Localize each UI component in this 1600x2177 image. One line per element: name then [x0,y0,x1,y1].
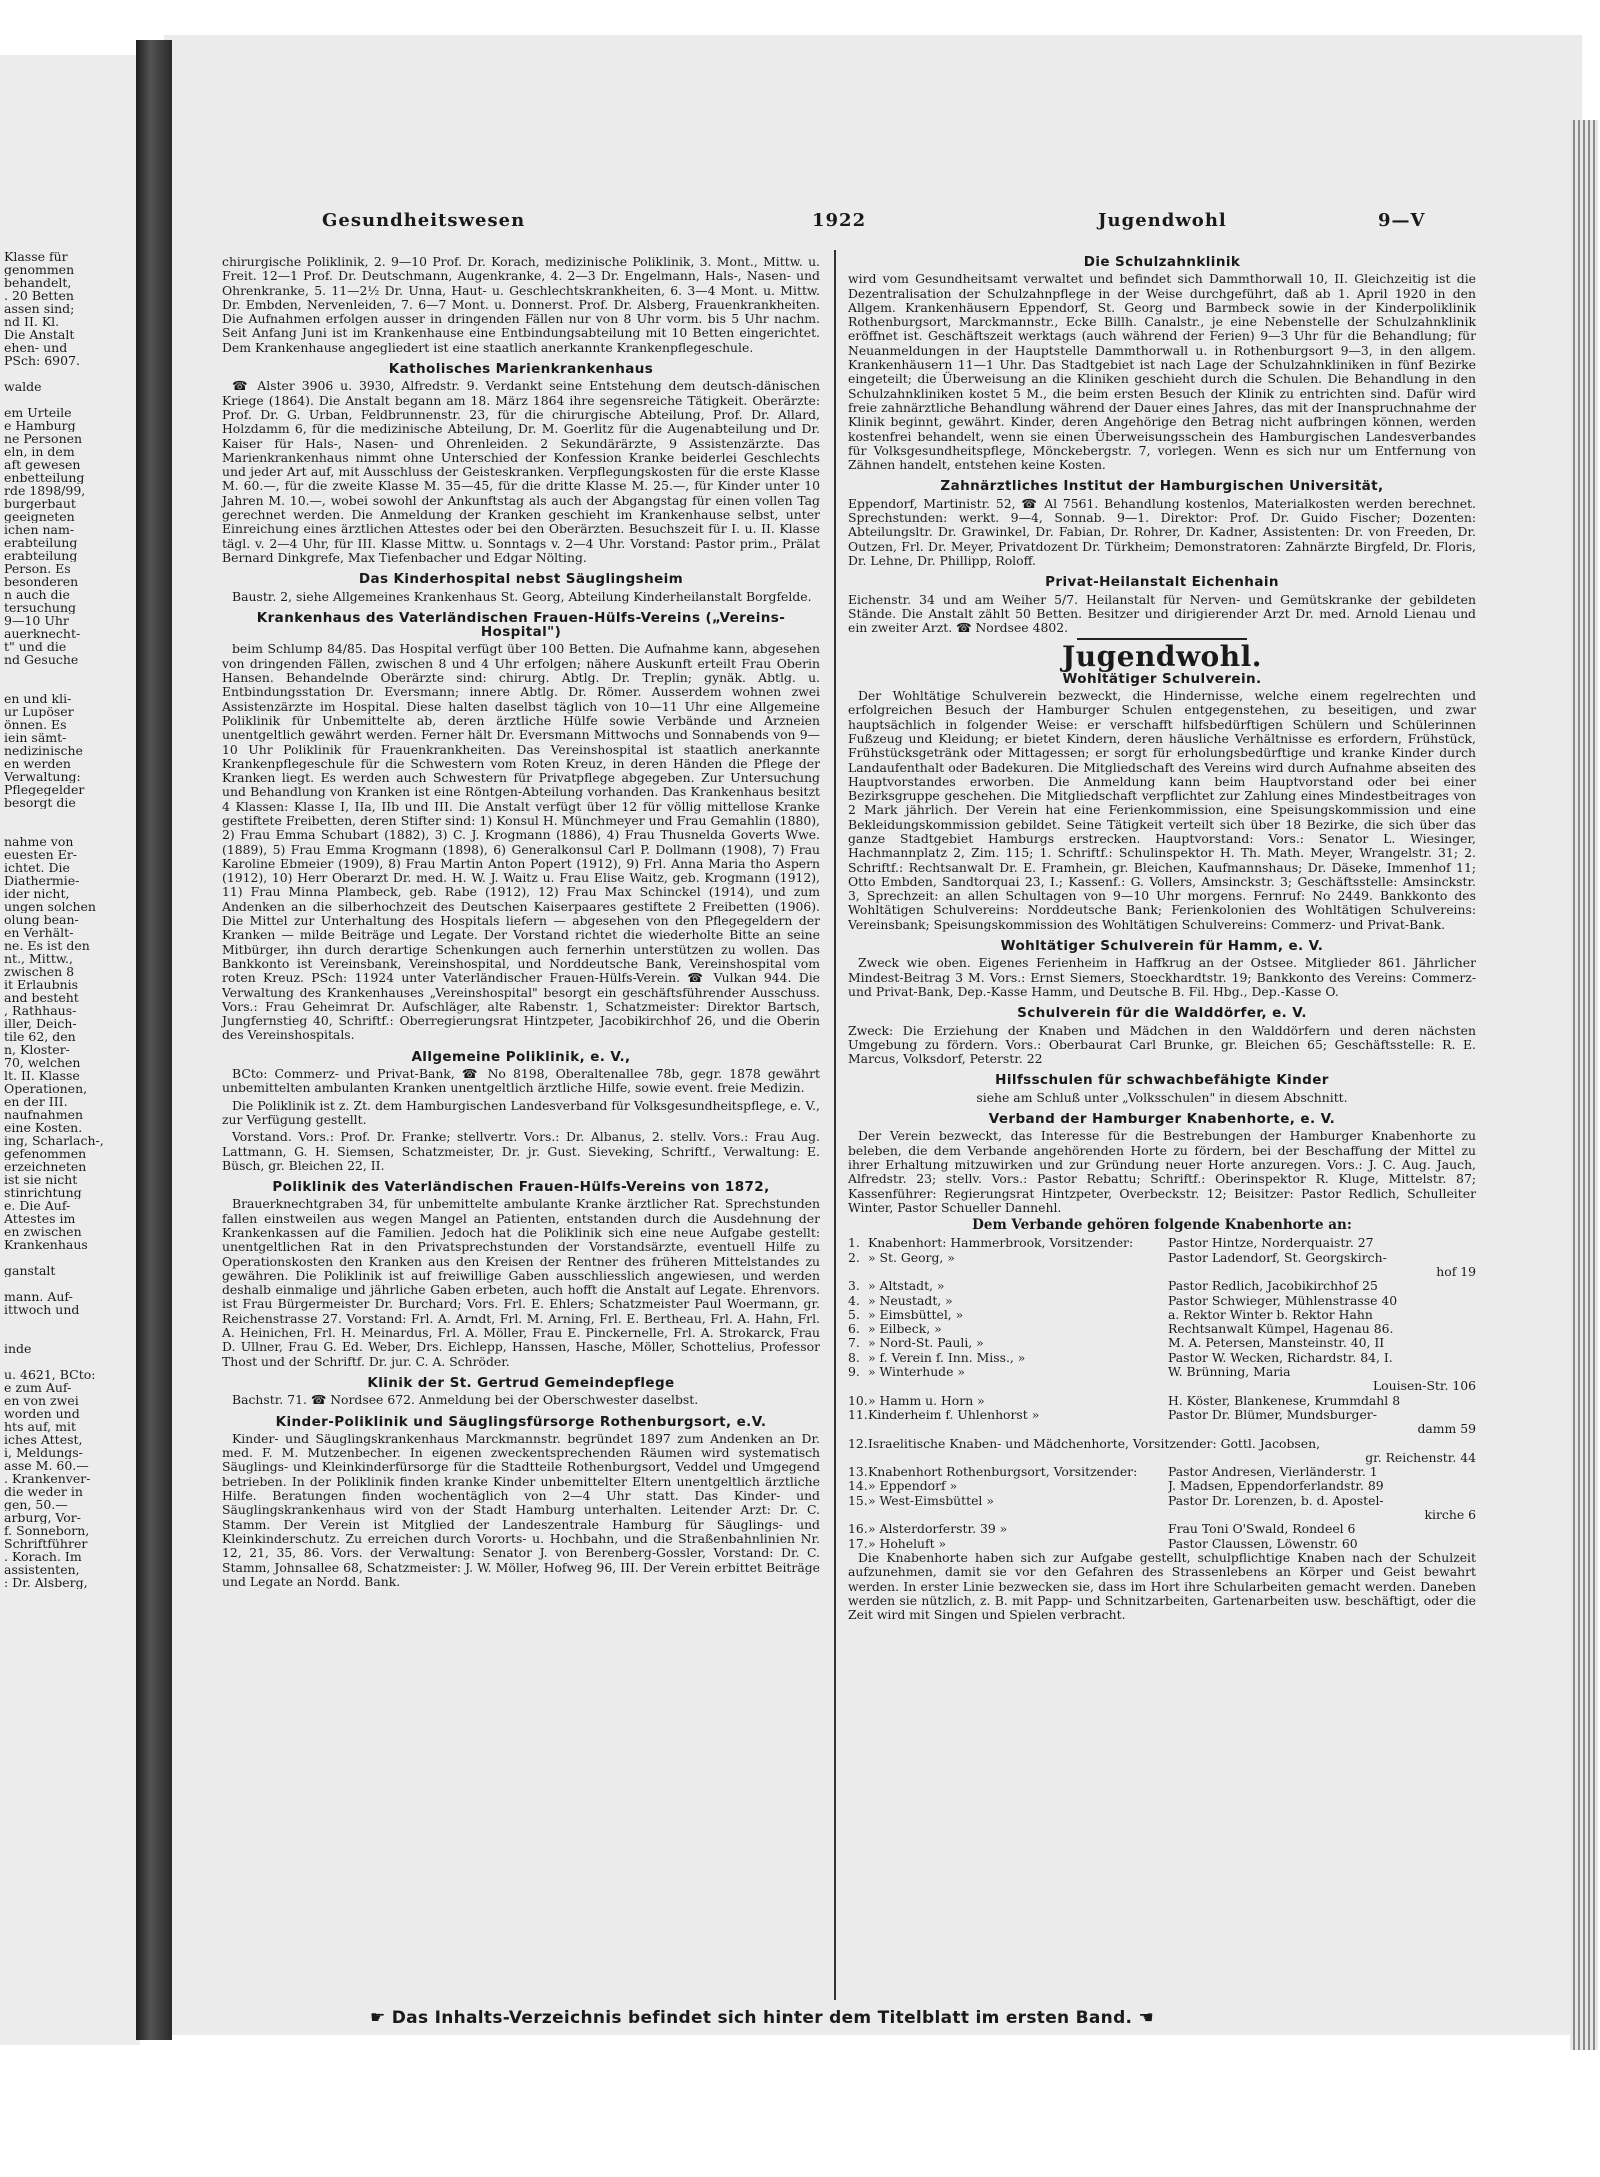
left-fragment-line [4,1316,134,1329]
left-fragment-line: nd Gesuche [4,653,79,666]
left-fragment-line: ne Personen [4,432,83,445]
list-contact: W. Brünning, Maria [1168,1365,1291,1380]
left-fragment-line: burgerbaut [4,497,76,510]
list-number: 9. [848,1364,860,1380]
section-title: Schulverein für die Walddörfer, e. V. [1017,1005,1307,1022]
list-contact: a. Rektor Winter b. Rektor Hahn [1168,1307,1373,1322]
list-number: 5. [848,1306,860,1322]
section-text: Bachstr. 71. ☎ Nordsee 672. Anmeldung bei der Oberschwester daselbst. [232,1392,699,1408]
left-fragment-line: arburg, Vor- [4,1511,82,1524]
left-fragment-line: inde [4,1342,32,1355]
left-fragment-line: e zum Auf- [4,1381,72,1394]
section-title: Wohltätiger Schulverein für Hamm, e. V. [1000,938,1324,955]
left-fragment-line: ganstalt [4,1264,56,1277]
left-fragment-line: zwischen 8 [4,965,75,978]
left-fragment-line: ne. Es ist den [4,939,90,952]
left-fragment-line: e Hamburg [4,419,76,432]
left-fragment-line: tile 62, den [4,1030,76,1043]
left-fragment-line: iller, Deich- [4,1017,77,1030]
section-text: Eichenstr. 34 und am Weiher 5/7. Heilanstalt für Nerven- und Gemütskranke der gebildeten Stände. Die Anstalt zählt 50 Betten. Besitzer und dirigierender Arzt Dr. med. Arnold Lienau und ein zweiter Arzt. ☎ Nordsee 4802. [848,591,1476,636]
list-number: 14. [848,1478,868,1494]
running-head-year: 1922 [812,210,867,231]
left-fragment-line: . 20 Betten [4,289,74,302]
left-fragment-line: stinrichtung [4,1186,82,1199]
list-item [848,1322,1476,1336]
list-number: 13. [848,1464,868,1480]
running-head-left: Gesundheitswesen [322,210,526,231]
intro-paragraph: chirurgische Poliklinik, 2. 9—10 Prof. Dr. Korach, medizinische Poliklinik, 3. Mont., Mittw. u. Freit. 12—1 Prof. Dr. Deutschmann, Augenkranke, 4. 2—3 Dr. Engelmann, Hals-, Nasen- und Ohrenkranke, 5. 11—2½ Dr. Unna, Haut- u. Geschlechtskrankheiten, 6. 3—4 Mont. u. Mittw. Dr. Embden, Nervenleiden, 7. 6—7 Mont. u. Donnerst. Prof. Dr. Alsberg, Frauenkrankheiten. Die Aufnahmen erfolgen ausser in dringenden Fällen nur von 8 Uhr vorm. bis 5 Uhr nachm. Seit Anfang Juni ist im Krankenhause eine Entbindungsabteilung mit 10 Betten eingerichtet. Dem Krankenhause angegliedert ist eine staatlich anerkannte Krankenpflegeschule. [222,254,820,355]
section-title: Hilfsschulen für schwachbefähigte Kinder [995,1072,1329,1089]
left-page-text [4,250,134,1589]
left-fragment-line: n, Kloster- [4,1043,70,1056]
list-item [848,1294,1476,1308]
left-fragment-line: ur Lupöser [4,705,74,718]
list-contact: Pastor Hintze, Norderquaistr. 27 [1168,1236,1374,1251]
left-fragment-line: i, Meldungs- [4,1446,83,1459]
left-fragment-line: ist sie nicht [4,1173,78,1186]
column-right [848,255,1476,1625]
list-item [848,1394,1476,1408]
section-title: Poliklinik des Vaterländischen Frauen-Hülfs-Vereins von 1872, [272,1179,770,1196]
section-title: Kinder-Poliklinik und Säuglingsfürsorge Rothenburgsort, e.V. [275,1413,767,1430]
list-number: 1. [848,1235,860,1251]
left-fragment-line: Diathermie- [4,874,80,887]
left-fragment-line: mann. Auf- [4,1290,73,1303]
list-item [848,1494,1476,1508]
list-continuation: damm 59 [1417,1421,1476,1437]
closing-paragraph: Die Knabenhorte haben sich zur Aufgabe gestellt, schulpflichtige Knaben nach der Schulzeit aufzunehmen, damit sie vor den Gefahren des Strassenlebens an Körper und Geist bewahrt werden. In erster Linie bezwecken sie, dass im Hort ihre Schularbeiten gemacht werden. Daneben werden sie nützlich, z. B. mit Papp- und Schnitzarbeiten, Gartenarbeiten usw. beschäftigt, oder die Zeit wird mit Singen und Spielen verbracht. [848,1549,1476,1623]
left-fragment-line: Attestes im [4,1212,76,1225]
left-fragment-line: gen, 50.— [4,1498,68,1511]
section-text: beim Schlump 84/85. Das Hospital verfügt über 100 Betten. Die Aufnahme kann, abgesehen von dringenden Fällen, zwischen 8 und 4 Uhr erfolgen; nähere Auskunft erteilt Frau Oberin Hansen. Behandelnde Oberärzte sind: chirurg. Abtlg. Dr. Treplin; gynäk. Abtlg. u. Entbindungsstation Dr. Eversmann; innere Abtlg. Dr. Römer. Ausserdem wohnen zwei Assistenzärzte im Hospital. Diese halten daselbst täglich von 10—11 Uhr eine Allgemeine Poliklinik für Unbemittelte ab, deren ärztliche Hülfe sowie Verbände und Arzneien unentgeltlich gewährt werden. Ferner hält Dr. Eversmann Mittwochs und Sonnabends von 9—10 Uhr Poliklinik für Frauenkrankheiten. Das Vereinshospital ist staatlich anerkannte Krankenpflegeschule für die Schwestern vom Roten Kreuz, in deren Händen die Pflege der Kranken liegt. Es werden auch Schwestern für Privatpflege abgegeben. Zur Untersuchung und Behandlung von Kranken ist eine Röntgen-Abteilung vorhanden. Das Krankenhaus besitzt 4 Klassen: Klasse I, IIa, IIb und III. Die Anstalt verfügt über 12 für völlig mittellose Kranke gestiftete Freibetten, deren Stifter sind: 1) Konsul H. Münchmeyer und Frau Gemahlin (1880), 2) Frau Emma Schubart (1882), 3) C. J. Krogmann (1886), 4) Frau Thusnelda Goverts Wwe. (1889), 5) Frau Emma Krogmann (1898), 6) Generalkonsul Carl P. Dollmann (1908), 7) Frau Karoline Ebmeier (1909), 8) Frau Martin Anton Popert (1912), 9) Frl. Anna Maria tho Aspern (1912), 10) Herr Oberarzt Dr. med. H. W. J. Waitz u. Frau Elise Waitz, geb. Krogmann (1912), 11) Frau Minna Plambeck, geb. Rabe (1912), 12) Frau Max Schinckel (1914), und zum Andenken an die silberhochzeit des Deutschen Kaiserpaares gestiftete 2 Freibetten (1906). Die Mittel zur Unterhaltung des Hospitals liefern — abgesehen von den Pflegegeldern der Kranken — milde Beiträge und Legate. Der Vorstand richtet die wiederholte Bitte an seine Mitbürger, ihn durch derartige Schenkungen auch fernerhin unterstützen zu wollen. Das Bankkonto ist Vereinsbank, Vereinshospital, und Norddeutsche Bank, Vereinshospital vom roten Kreuz. PSch: 11924 unter Vaterländischer Frauen-Hülfs-Verein. ☎ Vulkan 944. Die Verwaltung des Krankenhauses „Vereinshospital" besorgt ein geschäftsführender Ausschuss. Vors.: Frau Geheimrat Dr. Aufschläger, alte Rabenstr. 1, Schatzmeister: Direktor Bartsch, Jungfernstieg 40, Schriftf.: Oberregierungsrat Hintzpeter, Jacobikirchhof 26, und die Oberin des Vereinshospitals. [222,641,820,1043]
section-text: siehe am Schluß unter „Volksschulen" in diesem Abschnitt. [976,1089,1348,1105]
list-item [848,1479,1476,1493]
section-title: Katholisches Marienkrankenhaus [388,361,654,378]
list-continuation: gr. Reichenstr. 44 [1365,1449,1476,1465]
left-fragment-line: Person. Es [4,562,71,575]
left-fragment-line: aft gewesen [4,458,81,471]
list-hort: Knabenhort Rothenburgsort, Vorsitzender: [868,1465,1138,1480]
left-fragment-line [4,1251,134,1264]
left-fragment-line: Die Anstalt [4,328,75,341]
left-fragment-line: nahme von [4,835,74,848]
left-fragment-line: euesten Er- [4,848,78,861]
list-contact: Pastor Andresen, Vierländerstr. 1 [1168,1465,1378,1480]
list-number: 15. [848,1492,868,1508]
list-hort: » Eimsbüttel, » [868,1307,964,1322]
left-fragment-line: walde [4,380,42,393]
left-fragment-line: hts auf, mit [4,1420,76,1433]
section-text: Brauerknechtgraben 34, für unbemittelte ambulante Kranke ärztlicher Rat. Sprechstunden fallen einstweilen aus wegen Mangel an Patienten, entstanden durch die Ausdehnung der Krankenkassen auf die Familien. Jedoch hat die Poliklinik sich eine neue Aufgabe gestellt: unentgeltlichen Rat in den Privatsprechstunden der Vorstandsärzte, eventuell Hilfe zu Operationskosten den Kranken aus den Kreisen der Rentner des früheren Mittelstandes zu gewähren. Die Poliklinik ist auf freiwillige Gaben ausschliesslich angewiesen, und werden deshalb einmalige und jährliche Gaben erbeten, auch hofft die Anstalt auf Legate. Ehrenvors. ist Frau Bürgermeister Dr. Burchard; Vors. Frl. E. Ehlers; Schatzmeister Paul Woermann, gr. Reichenstrasse 27. Vorstand: Frl. A. Arndt, Frl. M. Arning, Frl. E. Bertheau, Frl. A. Hahn, Frl. A. Heinichen, Frl. H. Meinardus, Frl. A. Möller, Frau E. Pinckernelle, Frl. A. Strokarck, Frau D. Ullner, Frau G. Ed. Weber, Drs. Eichlepp, Hanssen, Hasche, Möller, Schottelius, Professor Thost und der Schriftf. Dr. jur. C. A. Schröder. [222,1196,820,1369]
left-fragment-line: u. 4621, BCto: [4,1368,96,1381]
list-number: 16. [848,1521,868,1537]
left-fragment-line: geeigneten [4,510,75,523]
left-fragment-line: e. Die Auf- [4,1199,71,1212]
list-number: 4. [848,1292,860,1308]
list-hort: Kinderheim f. Uhlenhorst » [868,1407,1040,1422]
list-contact: M. A. Petersen, Mansteinstr. 40, II [1168,1336,1385,1351]
section-text: Kinder- und Säuglingskrankenhaus Marckmannstr. begründet 1897 zum Andenken an Dr. med. F. M. Mutzenbecher. In eigenen zweckentsprechenden Räumen wird systematisch Säuglings- und Kleinkinderfürsorge für die Stadtteile Rothenburgsort, Veddel und Umgegend betrieben. In der Poliklinik finden kranke Kinder unbemittelter Eltern unentgeltlich ärztliche Hilfe. Beratungen finden wochentäglich von 2—4 Uhr statt. Das Kinder- und Säuglingskrankenhaus wird von der Stadt Hamburg unterhalten. Leitender Arzt: Dr. C. Stamm. Der Verein ist Mitglied der Landeszentrale Hamburg für Säuglings- und Kleinkinderschutz. Zu erreichen durch Vororts- u. Hochbahn, und die Straßenbahnlinien Nr. 12, 21, 35, 86. Vors. der Verwaltung: Senator J. von Berenberg-Gossler, Vorstand: Dr. C. Stamm, Johnsallee 68, Schatzmeister: J. W. Möller, Hofweg 96, III. Der Verein erbittet Beiträge und Legate an Nordd. Bank. [222,1430,820,1589]
left-fragment-line: olung bean- [4,913,79,926]
left-fragment-line: Klasse für [4,250,68,263]
list-item [848,1308,1476,1322]
left-fragment-line: PSch: 6907. [4,354,80,367]
list-item [848,1537,1476,1551]
left-fragment-line [4,1277,134,1290]
list-number: 10. [848,1392,868,1408]
left-fragment-line: en von zwei [4,1394,79,1407]
book-gutter [136,40,172,2040]
left-fragment-line: auerknecht- [4,627,81,640]
left-fragment-line: Schriftführer [4,1537,88,1550]
list-hort: » Nord-St. Pauli, » [868,1336,984,1351]
section-text: Zweck: Die Erziehung der Knaben und Mädchen in den Walddörfern und deren nächsten Umgebung zu fördern. Vors.: Oberbaurat Carl Brunke, gr. Bleichen 65; Geschäftsstelle: R. E. Marcus, Volksdorf, Peterstr. 22 [848,1022,1476,1067]
left-fragment-line: iein sämt- [4,731,67,744]
left-fragment-line: die weder in [4,1485,83,1498]
left-fragment-line: erzeichneten [4,1160,87,1173]
left-fragment-line [4,809,134,822]
list-contact: Pastor W. Wecken, Richardstr. 84, I. [1168,1350,1393,1365]
section-text: BCto: Commerz- und Privat-Bank, ☎ No 8198, Oberaltenallee 78b, gegr. 1878 gewährt unbemittelten ambulanten Kranken unentgeltlich ärztliche Hilfe, sowie event. freie Medizin. [222,1066,820,1096]
list-contact: H. Köster, Blankenese, Krummdahl 8 [1168,1393,1401,1408]
list-continuation: kirche 6 [1424,1507,1476,1523]
list-hort: » Eilbeck, » [868,1322,942,1337]
left-fragment-line: it Erlaubnis [4,978,79,991]
left-fragment-line: worden und [4,1407,80,1420]
left-fragment-line: besorgt die [4,796,76,809]
list-hort: » Altstadt, » [868,1279,945,1294]
left-fragment-line: and besteht [4,991,79,1004]
page-number: 9—V [1378,210,1426,231]
left-fragment-line: genommen [4,263,75,276]
left-fragment-line: ungen solchen [4,900,96,913]
left-fragment-line: ehen- und [4,341,68,354]
left-fragment-line [4,367,134,380]
list-hort: » Alsterdorferstr. 39 » [868,1522,1008,1537]
list-hort: Knabenhort: Hammerbrook, Vorsitzender: [868,1236,1134,1251]
section-title: Privat-Heilanstalt Eichenhain [1045,574,1279,591]
left-fragment-line: enbetteilung [4,471,85,484]
left-fragment-line: nd II. Kl. [4,315,60,328]
list-item [848,1437,1476,1451]
left-fragment-line [4,679,134,692]
section-text: Die Poliklinik ist z. Zt. dem Hamburgischen Landesverband für Volksgesundheitspflege, e. V., zur Verfügung gestellt. [222,1097,820,1127]
left-fragment-line: en und kli- [4,692,72,705]
left-fragment-line: 9—10 Uhr [4,614,69,627]
left-fragment-line [4,666,134,679]
left-fragment-line: behandelt, [4,276,72,289]
left-fragment-line: f. Sonneborn, [4,1524,90,1537]
left-fragment-line: ichtet. Die [4,861,70,874]
list-hort: » Neustadt, » [868,1293,953,1308]
list-hort: » Hamm u. Horn » [868,1393,985,1408]
left-fragment-line: en Verhält- [4,926,74,939]
left-fragment-line: em Urteile [4,406,72,419]
left-fragment-line: erabteilung [4,549,78,562]
list-contact: Frau Toni O'Swald, Rondeel 6 [1168,1522,1356,1537]
list-item [848,1251,1476,1265]
column-rule [834,250,836,2000]
list-hort: » f. Verein f. Inn. Miss., » [868,1350,1026,1365]
list-number: 2. [848,1249,860,1265]
section-title: Verband der Hamburger Knabenhorte, e. V. [988,1111,1336,1128]
left-fragment-line: nedizinische [4,744,83,757]
left-fragment-line: tersuchung [4,601,77,614]
chapter-title: Jugendwohl. [1062,640,1262,674]
section-title: Klinik der St. Gertrud Gemeindepflege [367,1374,675,1391]
list-hort: » St. Georg, » [868,1250,955,1265]
left-fragment-line: Krankenhaus [4,1238,88,1251]
left-fragment-line: t" und die [4,640,67,653]
list-number: 17. [848,1535,868,1551]
list-item [848,1522,1476,1536]
left-fragment-line: lt. II. Klasse [4,1069,80,1082]
section-title: Zahnärztliches Institut der Hamburgischen Universität, [940,478,1384,495]
left-fragment-line: en werden [4,757,71,770]
section-text: Baustr. 2, siehe Allgemeines Krankenhaus St. Georg, Abteilung Kinderheilanstalt Borgfelde. [232,588,812,604]
list-contact: Pastor Redlich, Jacobikirchhof 25 [1168,1279,1378,1294]
left-fragment-line: ittwoch und [4,1303,80,1316]
left-fragment-line: assen sind; [4,302,75,315]
list-item [848,1465,1476,1479]
list-item [848,1279,1476,1293]
section-title: Allgemeine Poliklinik, e. V., [411,1048,631,1065]
section-text: wird vom Gesundheitsamt verwaltet und befindet sich Dammthorwall 10, II. Gleichzeitig ist die Dezentralisation der Schulzahnpflege in der Weise durchgeführt, daß ab 1. April 1920 in den Allgem. Krankenhäusern Eppendorf, St. Georg und Barmbeck sowie in der Kinderpoliklinik Rothenburgsort, Marckmannstr., Ecke Billh. Canalstr., je eine Nebenstelle der Schulzahnklinik eröffnet ist. Geschäftszeit werktags (auch während der Ferien) 9—3 Uhr für die Behandlung; für Neuanmeldungen in der Hauptstelle Dammthorwall u. in Rothenburgsort 9—3, in den allgem. Krankenhäusern 11—1 Uhr. Das Stadtgebiet ist nach Lage der Schulzahnkliniken in fünf Bezirke eingeteilt; die Überweisung an die Kliniken geschieht durch die Schulen. Die Behandlung in den Schulzahnkliniken kostet 5 M., die beim ersten Besuch der Klinik zu entrichten sind. Dafür wird freie zahnärztliche Behandlung während der Dauer eines Jahres, das mit der Inanspruchnahme der Klinik beginnt, gewährt. Kinder, deren Angehörige den Betrag nicht aufbringen können, werden kostenfrei behandelt, wenn sie einen Überweisungsschein des Hamburgischen Landesverbandes für Volksgesundheitspflege, Mönckebergstr. 7, vorlegen. Wenn es sich nur um Entfernung von Zähnen handelt, entstehen keine Kosten. [848,271,1476,473]
left-page-fragment [0,55,140,2045]
left-fragment-line: gefenommen [4,1147,87,1160]
left-fragment-line: eine Kosten. [4,1121,83,1134]
left-fragment-line: ider nicht, [4,887,70,900]
left-fragment-line: . Korach. Im [4,1550,82,1563]
list-contact: Pastor Dr. Blümer, Mundsburger- [1168,1407,1377,1422]
left-fragment-line: Pflegegelder [4,783,85,796]
left-fragment-line: n auch die [4,588,70,601]
knabenhorte-list [848,1236,1476,1551]
list-item [848,1351,1476,1365]
left-fragment-line: rde 1898/99, [4,484,86,497]
list-contact: Pastor Schwieger, Mühlenstrasse 40 [1168,1293,1398,1308]
left-fragment-line: erabteilung [4,536,78,549]
list-number: 12. [848,1435,868,1451]
list-number: 7. [848,1335,860,1351]
left-fragment-line: en der III. [4,1095,68,1108]
list-item [848,1408,1476,1422]
list-title: Dem Verbande gehören folgende Knabenhorte an: [972,1217,1352,1234]
left-fragment-line: 70, welchen [4,1056,81,1069]
column-left [222,255,820,1592]
left-fragment-line: iches Attest, [4,1433,83,1446]
list-item [848,1336,1476,1350]
left-fragment-line: asse M. 60.— [4,1459,89,1472]
list-contact: Pastor Dr. Lorenzen, b. d. Apostel- [1168,1493,1384,1508]
left-fragment-line: Operationen, [4,1082,88,1095]
list-number: 11. [848,1406,868,1422]
left-fragment-line: ing, Scharlach-, [4,1134,104,1147]
section-text: Eppendorf, Martinistr. 52, ☎ Al 7561. Behandlung kostenlos, Materialkosten werden berechnet. Sprechstunden: werkt. 9—4, Sonnab. 9—1. Direktor: Prof. Dr. Guido Fischer; Dozenten: Abteilungsltr. Dr. Grawinkel, Dr. Fabian, Dr. Rohrer, Dr. Kadner, Assistenten: Dr. von Freeden, Dr. Outzen, Frl. Dr. Meyer, Privatdozent Dr. Türkheim; Demonstratoren: Zahnärzte Birgfeld, Dr. Floris, Dr. Lehne, Dr. Phillipp, Roloff. [848,495,1476,568]
list-number: 3. [848,1278,860,1294]
left-fragment-line: : Dr. Alsberg, [4,1576,88,1589]
list-hort: Israelitische Knaben- und Mädchenhorte, Vorsitzender: Gottl. Jacobsen, [868,1436,1321,1451]
list-contact: Pastor Ladendorf, St. Georgskirch- [1168,1250,1387,1265]
list-contact: J. Madsen, Eppendorferlandstr. 89 [1168,1479,1384,1494]
left-fragment-line: ichen nam- [4,523,75,536]
left-fragment-line: eln, in dem [4,445,75,458]
left-fragment-line: Verwaltung: [4,770,81,783]
left-fragment-line: nt., Mittw., [4,952,74,965]
list-item [848,1365,1476,1379]
list-contact: Rechtsanwalt Kümpel, Hagenau 86. [1168,1322,1394,1337]
left-fragment-line: en zwischen [4,1225,82,1238]
left-fragment-line: , Rathhaus- [4,1004,77,1017]
list-hort: » Hoheluft » [868,1536,947,1551]
section-text: Der Wohltätige Schulverein bezweckt, die Hindernisse, welche einem regelrechten und erfolgreichen Besuch der Hamburger Schulen entgegenstehen, zu beseitigen, und zwar hauptsächlich in folgender Weise: er verschafft hilfsbedürftigen Schülern und Schülerinnen Fußzeug und Kleidung; er bietet Kindern, deren häusliche Verhältnisse es erfordern, Frühstück, Frühstücksgetränk oder Mittagessen; er sorgt für erholungsbedürftige und kranke Kinder durch Landaufenthalt oder Badekuren. Die Mitgliedschaft des Vereins wird durch Aufnahme abseiten des Hauptvorstandes erworben. Die Anmeldung kann beim Hauptvorstand oder bei einer Bezirksgruppe geschehen. Die Mitgliedschaft verpflichtet zur Zahlung eines Mindestbeitrages von 2 Mark jährlich. Der Verein hat eine Ferienkommission, eine Speisungskommission und eine Bekleidungskommission gebildet. Seine Tätigkeit verteilt sich über 18 Bezirke, die sich über das ganze Stadtgebiet Hamburgs erstrecken. Hauptvorstand: Vors.: Senator L. Wiesinger, Hachmannplatz 2, Zim. 115; 1. Schriftf.: Schulinspektor H. Th. Math. Meyer, Wrangelstr. 31; 2. Schriftf.: Rechtsanwalt Dr. E. Framhein, gr. Bleichen, Kaufmannshaus; Dr. Däseke, Immenhof 11; Otto Embden, Sandtorquai 23, I.; Kassenf.: G. Vollers, Amsinckstr. 3; Geschäftsstelle: Amsinckstr. 3, Sprechzeit: an allen Schultagen von 9—10 Uhr morgens. Fernruf: No 2449. Bankkonto des Wohltätigen Schulvereins: Norddeutsche Bank; Ferienkolonien des Wohltätigen Schulvereins: Vereinsbank; Speisungskommission des Wohltätigen Schulvereins: Commerz- und Privat-Bank. [848,688,1476,932]
left-fragment-line [4,393,134,406]
left-fragment-line [4,822,134,835]
list-hort: » Winterhude » [868,1365,965,1380]
left-fragment-line: . Krankenver- [4,1472,91,1485]
page-edges [1570,120,1598,2050]
left-fragment-line: besonderen [4,575,79,588]
list-number: 6. [848,1321,860,1337]
left-fragment-line: assistenten, [4,1563,80,1576]
section-title: Wohltätiger Schulverein. [1062,670,1262,687]
section-title: Das Kinderhospital nebst Säuglingsheim [358,571,684,588]
section-text: ☎ Alster 3906 u. 3930, Alfredstr. 9. Verdankt seine Entstehung dem deutsch-dänischen Kriege (1864). Die Anstalt begann am 18. März 1864 ihre segensreiche Tätigkeit. Oberärzte: Prof. Dr. G. Urban, Feldbrunnenstr. 23, für die chirurgische Abteilung, Prof. Dr. Allard, Holzdamm 6, für die medizinische Abteilung, Dr. M. Goerlitz für die Augenabteilung und Dr. Kaiser für Hals-, Nasen- und Ohrenleiden. 2 Sekundärärzte, 9 Assistenzärzte. Das Marienkrankenhaus nimmt ohne Unterschied der Konfession Kranke beiderlei Geschlechts und jeder Art auf, mit Ausschluss der Geisteskranken. Verpflegungskosten für die erste Klasse M. 60.—, für die zweite Klasse M. 35—45, für die dritte Klasse M. 25.—, für Kinder unter 10 Jahren M. 10.—, wobei sowohl der Ankunftstag als auch der Abgangstag für einen vollen Tag gerechnet werden. Die Anmeldung der Kranken geschieht im Krankenhause selbst, unter Einreichung eines ärztlichen Attestes oder bei den Oberärzten. Besuchszeit für I. u. II. Klasse tägl. v. 2—4 Uhr, für III. Klasse Mittw. u. Sonntags v. 2—4 Uhr. Vorstand: Pastor prim., Prälat Bernard Dinkgrefe, Max Tiefenbacher und Edgar Nölting. [222,378,820,565]
footer-note: ☛ Das Inhalts-Verzeichnis befindet sich hinter dem Titelblatt im ersten Band. ☚ [370,2008,1155,2028]
section-text: Zweck wie oben. Eigenes Ferienheim in Haffkrug an der Ostsee. Mitglieder 861. Jährlicher Mindest-Beitrag 3 M. Vors.: Ernst Siemers, Stoeckhardtstr. 19; Bankkonto des Vereins: Commerz- und Privat-Bank, Dep.-Kasse Hamm, und Deutsche B. Fil. Hbg., Dep.-Kasse O. [848,955,1476,999]
list-hort: » West-Eimsbüttel » [868,1493,994,1508]
left-fragment-line [4,1355,134,1368]
list-continuation: hof 19 [1436,1264,1476,1279]
section-title: Die Schulzahnklinik [1083,254,1241,270]
list-continuation: Louisen-Str. 106 [1372,1378,1476,1394]
left-fragment-line: naufnahmen [4,1108,84,1121]
list-hort: » Eppendorf » [868,1479,958,1494]
list-item [848,1236,1476,1250]
left-fragment-line [4,1329,134,1342]
left-fragment-line: önnen. Es [4,718,67,731]
section-text: Der Verein bezweckt, das Interesse für die Bestrebungen der Hamburger Knabenhorte zu beleben, die dem Verbande angehörenden Horte zu fördern, bei der Beschaffung der Mittel zu ihrer Erhaltung mitzuwirken und zur Gründung neuer Horte anzuregen. Vors.: J. C. Aug. Jauch, Alfredstr. 23; stellv. Vors.: Pastor Rebattu; Schriftf.: Oberinspektor R. Kluge, Mittelstr. 87; Kassenführer: Regierungsrat Hintzpeter, Overbeckstr. 12; Beisitzer: Pastor Redlich, Schulleiter Winter, Pastor Schueller Dannehl. [848,1128,1476,1215]
section-text: Vorstand. Vors.: Prof. Dr. Franke; stellvertr. Vors.: Dr. Albanus, 2. stellv. Vors.: Frau Aug. Lattmann, G. H. Siemsen, Schatzmeister, Dr. jr. Gust. Sieveking, Schriftf., Verwaltung: E. Büsch, gr. Bleichen 22, II. [222,1129,820,1173]
section-title: Krankenhaus des Vaterländischen Frauen-Hülfs-Vereins („Vereins-Hospital") [256,609,786,641]
running-head-right: Jugendwohl [1098,210,1227,231]
list-contact: Pastor Claussen, Löwenstr. 60 [1168,1536,1358,1551]
list-number: 8. [848,1349,860,1365]
